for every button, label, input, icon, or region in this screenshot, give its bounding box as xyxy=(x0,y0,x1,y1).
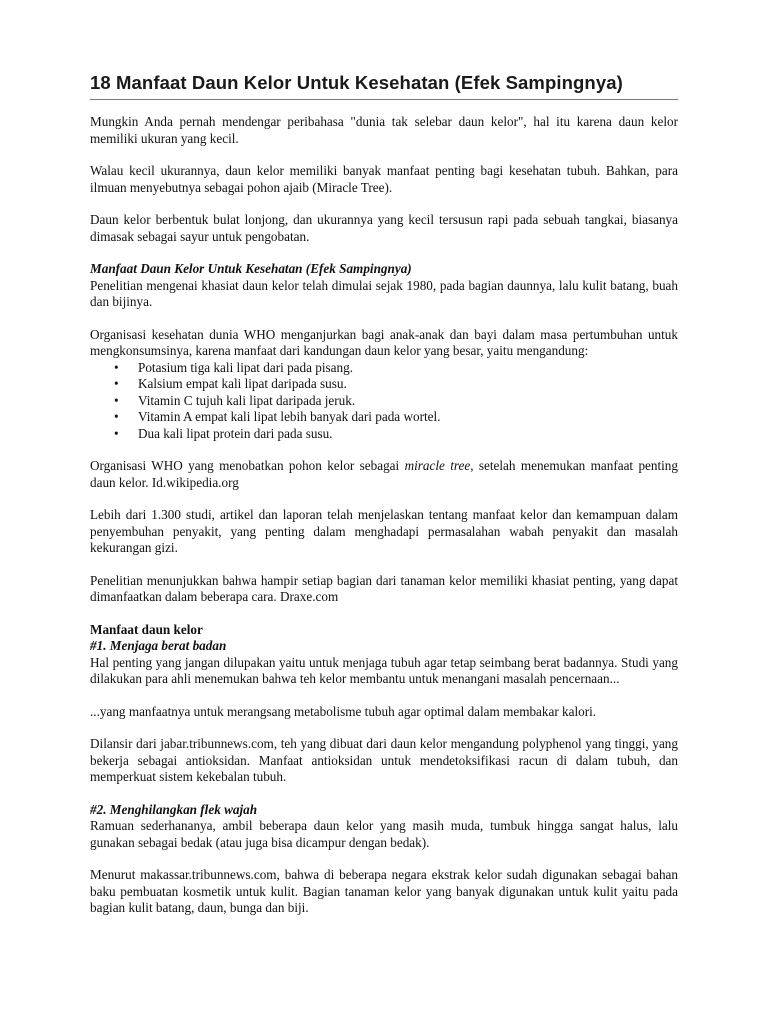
document-page xyxy=(90,72,678,933)
paragraph-miracle-tree xyxy=(90,458,678,491)
list-item: • Dua kali lipat protein dari pada susu. xyxy=(133,426,678,443)
paragraph-metabolism: ...yang manfaatnya untuk merangsang metabolisme tubuh agar optimal dalam membakar kalori. xyxy=(90,703,597,719)
paragraph-recipe: Ramuan sederhananya, ambil beberapa daun kelor yang masih muda, tumbuk hingga sangat halus, lalu gunakan sebagai bedak (atau juga bisa dicampur dengan bedak). xyxy=(90,818,678,850)
paragraph-cosmetics: Menurut makassar.tribunnews.com, bahwa di beberapa negara ekstrak kelor sudah digunakan sebagai bahan baku pembuatan kosmetik untuk kulit. Bagian tanaman kelor yang banyak digunakan untuk kulit yaitu pada bagian kulit batang, daun, bunga dan biji. xyxy=(90,867,678,915)
paragraph-who: Organisasi kesehatan dunia WHO menganjurkan bagi anak-anak dan bayi dalam masa pertumbuhan untuk mengkonsumsinya, karena manfaat dari kandungan daun kelor yang besar, yaitu mengandung: xyxy=(90,326,678,358)
paragraph-shape: Daun kelor berbentuk bulat lonjong, dan ukurannya yang kecil tersusun rapi pada sebuah tangkai, biasanya dimasak sebagai sayur untuk pengobatan. xyxy=(90,212,678,244)
subheading-flek: #2. Menghilangkan flek wajah xyxy=(90,801,258,817)
paragraph-weight: Hal penting yang jangan dilupakan yaitu untuk menjaga tubuh agar tetap seimbang berat badannya. Studi yang dilakukan para ahli menemukan bahwa teh kelor membantu untuk menangani masalah pencernaan... xyxy=(90,654,678,686)
paragraph-intro: Mungkin Anda pernah mendengar peribahasa "dunia tak selebar daun kelor", hal itu karena daun kelor memiliki ukuran yang kecil. xyxy=(90,114,678,146)
paragraph-research: Penelitian mengenai khasiat daun kelor telah dimulai sejak 1980, pada bagian daunnya, lalu kulit batang, buah dan bijinya. xyxy=(90,277,678,309)
section-heading-manfaat: Manfaat Daun Kelor Untuk Kesehatan (Efek Sampingnya) xyxy=(90,261,412,276)
list-item: • Potasium tiga kali lipat dari pada pisang. xyxy=(133,360,678,377)
list-item: • Vitamin A empat kali lipat lebih banyak dari pada wortel. xyxy=(133,409,678,426)
subheading-weight: #1. Menjaga berat badan xyxy=(90,638,227,653)
paragraph-every-part: Penelitian menunjukkan bahwa hampir setiap bagian dari tanaman kelor memiliki khasiat penting, yang dapat dimanfaatkan dalam beberapa cara. Draxe.com xyxy=(90,572,678,604)
document-body xyxy=(90,114,678,917)
section-heading-benefits: Manfaat daun kelor xyxy=(90,621,203,637)
paragraph-size: Walau kecil ukurannya, daun kelor memiliki banyak manfaat penting bagi kesehatan tubuh. Bahkan, para ilmuan menyebutnya sebagai pohon ajaib (Miracle Tree). xyxy=(90,163,678,195)
list-item: • Vitamin C tujuh kali lipat daripada jeruk. xyxy=(133,393,678,410)
miracle-tree-term: miracle tree xyxy=(404,458,471,473)
list-item: • Kalsium empat kali lipat daripada susu. xyxy=(133,376,678,393)
paragraph-miracle-tree-end: , setelah menemukan manfaat penting daun kelor. Id.wikipedia.org xyxy=(90,458,678,490)
nutrient-list xyxy=(90,360,678,443)
paragraph-polyphenol: Dilansir dari jabar.tribunnews.com, teh yang dibuat dari daun kelor mengandung polyphenol yang tinggi, yang bekerja sebagai antioksidan. Manfaat antioksidan untuk mendetoksifikasi racun di dalam tubuh, dan memperkuat sistem kekebalan tubuh. xyxy=(90,736,678,784)
paragraph-miracle-tree-start: Organisasi WHO yang menobatkan pohon kelor sebagai xyxy=(90,458,405,473)
document-title: 18 Manfaat Daun Kelor Untuk Kesehatan (Efek Sampingnya) xyxy=(90,72,678,100)
paragraph-studies: Lebih dari 1.300 studi, artikel dan laporan telah menjelaskan tentang manfaat kelor dan kemampuan dalam penyembuhan penyakit, yang penting dalam menghadapi permasalahan wabah penyakit dan masalah kekurangan gizi. xyxy=(90,507,678,555)
